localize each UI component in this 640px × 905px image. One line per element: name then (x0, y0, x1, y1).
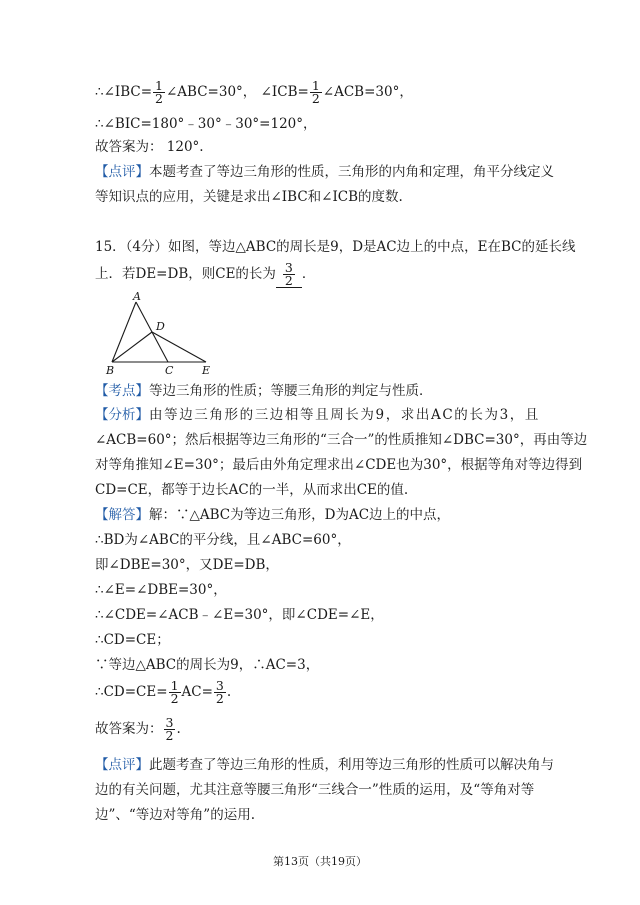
label-d: D (156, 320, 165, 333)
frac-num: 1 (311, 78, 320, 93)
jieda-tag: 【解答】 (95, 507, 149, 523)
jieda-line-8 (95, 680, 231, 705)
fraction (214, 680, 226, 705)
text: 等边三角形的性质；等腰三角形的判定与性质． (149, 383, 433, 399)
text: . (226, 684, 232, 700)
jieda-line-2: ∴BD为∠ABC的平分线，且∠ABC=60°， (95, 532, 351, 548)
prev-line-3: 故答案为： 120°. (95, 139, 204, 155)
fraction (153, 80, 165, 105)
frac-den: 2 (311, 91, 320, 106)
frac-num: 3 (284, 260, 293, 275)
q15-line-1: 15．（4分）如图，等边△ABC的周长是9，D是AC边上的中点，E在BC的延长线 (95, 239, 576, 255)
text: . (176, 721, 181, 737)
frac-den: 2 (155, 91, 163, 106)
triangle-figure (100, 292, 220, 378)
label-e: E (202, 364, 211, 377)
answer-blank (276, 262, 302, 288)
frac-num: 1 (155, 78, 163, 93)
text: 由等边三角形的三边相等且周长为9，求出AC的长为3，且 (149, 407, 540, 423)
fraction (164, 717, 176, 742)
fraction (169, 680, 181, 705)
frac-den: 2 (284, 273, 293, 288)
frac-den: 2 (165, 728, 174, 743)
fraction (310, 80, 322, 105)
text: 本题考查了等边三角形的性质，三角形的内角和定理，角平分线定义 (149, 164, 554, 180)
label-a: A (133, 292, 141, 303)
jieda-line-4: ∴∠E=∠DBE=30°， (95, 582, 227, 598)
jieda-line-3: 即∠DBE=30°，又DE=DB， (95, 557, 279, 573)
fenxi-line-1 (95, 406, 540, 424)
frac-num: 3 (215, 678, 224, 693)
prev-line-2: ∴∠BIC=180°﹣30°﹣30°=120°， (95, 116, 317, 132)
text: ． (301, 266, 316, 282)
dianping-line-1 (95, 756, 554, 774)
q15-line-2 (95, 262, 315, 288)
dianping-tag: 【点评】 (95, 757, 149, 773)
text: ∴CD=CE= (95, 684, 168, 700)
frac-den: 2 (215, 691, 224, 706)
prev-comment-line-2: 等知识点的应用，关键是求出∠IBC和∠ICB的度数. (95, 189, 403, 205)
jieda-line-1 (95, 506, 450, 524)
fenxi-line-3: 对等角推知∠E=30°；最后由外角定理求出∠CDE也为30°，根据等角对等边得到 (95, 457, 583, 473)
frac-den: 2 (170, 691, 179, 706)
fenxi-line-2: ∠ACB=60°；然后根据等边三角形的“三合一”的性质推知∠DBC=30°，再由等边 (95, 432, 588, 448)
text: 解：∵△ABC为等边三角形，D为AC边上的中点， (149, 507, 451, 523)
frac-num: 1 (170, 678, 179, 693)
dianping-line-2: 边的有关问题，尤其注意等腰三角形“三线合一”性质的运用，及“等角对等 (95, 782, 535, 798)
comment-tag: 【点评】 (95, 164, 149, 180)
jieda-line-7: ∵等边△ABC的周长为9，∴AC=3， (95, 657, 320, 673)
jieda-line-5: ∴∠CDE=∠ACB﹣∠E=30°，即∠CDE=∠E， (95, 607, 384, 623)
frac-num: 3 (165, 715, 174, 730)
text: ∠ACB=30°， (322, 84, 413, 100)
text: ∠ABC=30°， ∠ICB= (166, 84, 309, 100)
fenxi-tag: 【分析】 (95, 407, 149, 423)
label-c: C (165, 364, 174, 377)
prev-comment-line-1 (95, 163, 554, 181)
prev-line-1 (95, 80, 413, 105)
kaodian-line (95, 382, 433, 400)
label-b: B (106, 364, 115, 377)
text: ∴∠IBC= (95, 84, 153, 100)
text: AC= (181, 684, 213, 700)
dianping-line-3: 边”、“等边对等角”的运用. (95, 807, 255, 823)
text: 故答案为： (95, 721, 163, 737)
fenxi-line-4: CD=CE，都等于边长AC的一半，从而求出CE的值. (95, 482, 409, 498)
page-footer: 第13页（共19页） (273, 855, 367, 868)
text: 上．若DE=DB，则CE的长为 (95, 266, 276, 282)
kaodian-tag: 【考点】 (95, 383, 149, 399)
jieda-line-6: ∴CD=CE； (95, 632, 170, 648)
text: 此题考查了等边三角形的性质，利用等边三角形的性质可以解决角与 (149, 757, 554, 773)
jieda-line-9 (95, 717, 181, 742)
fraction (283, 262, 295, 287)
